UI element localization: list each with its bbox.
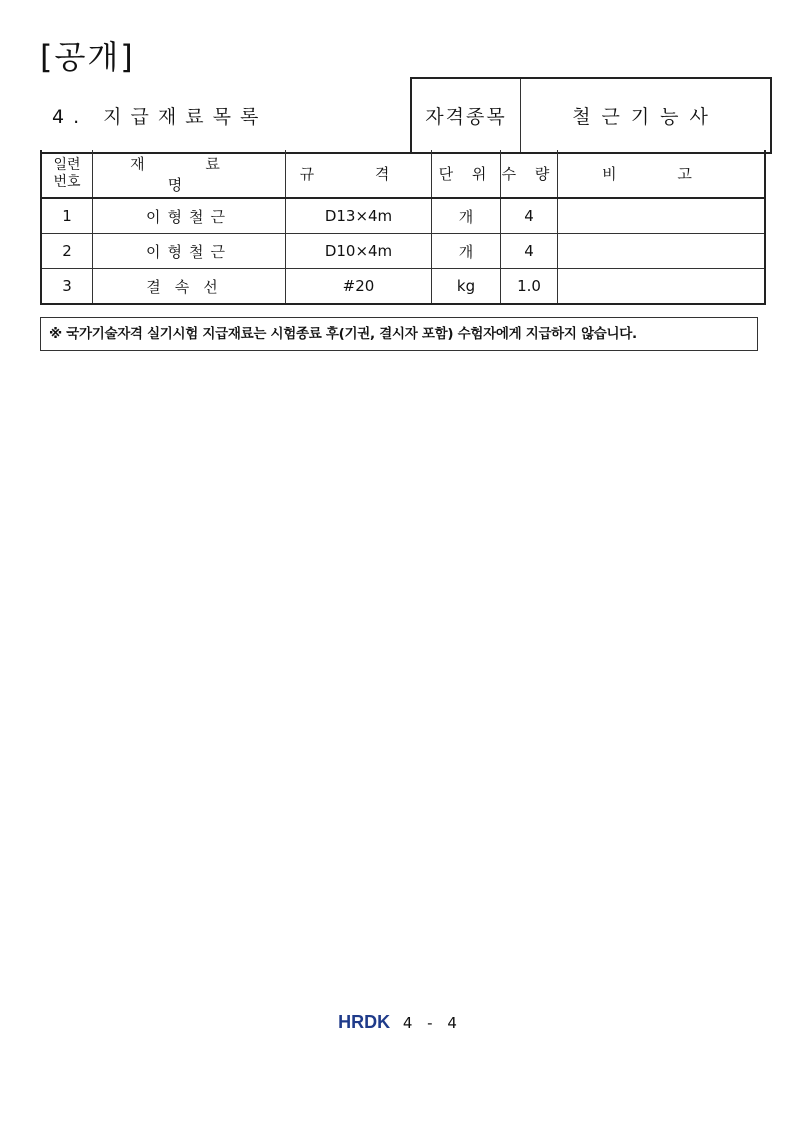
table-row: [41, 269, 765, 305]
col-name-header: 재 료 명: [93, 150, 286, 198]
row-unit: 개: [432, 234, 501, 269]
row-note: [558, 234, 766, 269]
notice-text: ※ 국가기술자격 실기시험 지급재료는 시험종료 후(기권, 결시자 포함) 수험자에게 지급하지 않습니다.: [40, 317, 758, 351]
row-note: [558, 198, 766, 234]
row-index: 2: [41, 234, 93, 269]
row-qty: 4: [501, 198, 558, 234]
qualification-value: 철근기능사: [521, 78, 772, 153]
col-index-line1: 일련: [53, 156, 81, 173]
table-header-row: [41, 150, 765, 198]
col-spec-header: 규 격: [286, 150, 432, 198]
row-index: 1: [41, 198, 93, 234]
row-name: 이형철근: [93, 198, 286, 234]
col-note-header: 비 고: [558, 150, 766, 198]
col-index-line2: 번호: [53, 173, 81, 190]
section-title: 4. 지급재료목록: [40, 78, 411, 153]
row-name: 결속선: [93, 269, 286, 305]
row-note: [558, 269, 766, 305]
public-label: [공개]: [40, 38, 135, 76]
row-name: 이형철근: [93, 234, 286, 269]
header-table: [40, 77, 772, 154]
col-qty-header: 수 량: [501, 150, 558, 198]
row-spec: D10×4m: [286, 234, 432, 269]
page-number: 4 - 4: [402, 1014, 462, 1032]
row-unit: kg: [432, 269, 501, 305]
page-footer: [0, 1012, 800, 1033]
hrdk-logo: HRDK: [338, 1012, 391, 1032]
row-spec: #20: [286, 269, 432, 305]
materials-table: [40, 150, 766, 305]
qualification-label: 자격종목: [411, 78, 521, 153]
table-row: [41, 234, 765, 269]
row-qty: 4: [501, 234, 558, 269]
row-unit: 개: [432, 198, 501, 234]
row-qty: 1.0: [501, 269, 558, 305]
row-index: 3: [41, 269, 93, 305]
col-index-header: [41, 150, 93, 198]
row-spec: D13×4m: [286, 198, 432, 234]
col-unit-header: 단 위: [432, 150, 501, 198]
table-row: [41, 198, 765, 234]
